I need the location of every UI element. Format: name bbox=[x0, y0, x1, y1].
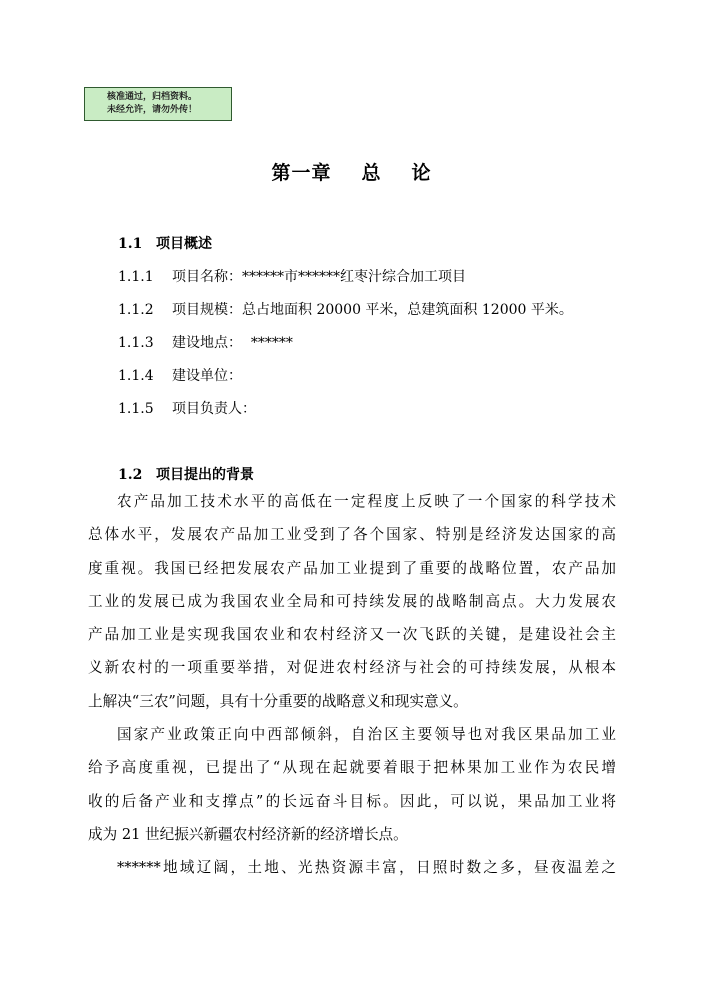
item-text: 项目规模：总占地面积 20000 平米，总建筑面积 12000 平米。 bbox=[172, 302, 573, 318]
item-text: 建设地点： ****** bbox=[172, 335, 293, 351]
paragraph-2 bbox=[88, 718, 616, 851]
paragraph-line: 总体水平，发展农产品加工业受到了各个国家、特别是经济发达国家的高 bbox=[88, 526, 616, 544]
section-heading-1-1 bbox=[118, 233, 212, 253]
paragraph-line: 给予高度重视，已提出了“从现在起就要着眼于把林果加工业作为农民增 bbox=[88, 759, 616, 777]
section-title: 项目提出的背景 bbox=[156, 467, 254, 483]
chapter-number: 第一章 bbox=[271, 162, 332, 184]
item-text: 项目名称：******市******红枣汁综合加工项目 bbox=[172, 269, 466, 285]
section-title: 项目概述 bbox=[156, 236, 212, 252]
paragraph-line: 上解决“三农”问题，具有十分重要的战略意义和现实意义。 bbox=[88, 692, 468, 710]
list-item bbox=[118, 365, 242, 385]
list-item bbox=[118, 299, 573, 319]
item-number: 1.1.3 bbox=[118, 335, 154, 351]
paragraph-3 bbox=[88, 851, 616, 884]
paragraph-line: 收的后备产业和支撑点”的长远奋斗目标。因此，可以说，果品加工业将 bbox=[88, 792, 616, 810]
stamp-line-1: 核准通过，归档资料。 bbox=[107, 92, 198, 102]
paragraph-line: ******地域辽阔，土地、光热资源丰富，日照时数之多，昼夜温差之 bbox=[117, 859, 616, 876]
chapter-title-part-2: 论 bbox=[411, 162, 432, 184]
paragraph-line: 工业的发展已成为我国农业全局和可持续发展的战略制高点。大力发展农 bbox=[88, 592, 616, 610]
item-number: 1.1.5 bbox=[118, 401, 154, 417]
item-text: 建设单位： bbox=[172, 368, 242, 384]
section-number: 1.2 bbox=[118, 467, 143, 483]
list-item bbox=[118, 266, 466, 286]
paragraph-line: 度重视。我国已经把发展农产品加工业提到了重要的战略位置，农产品加 bbox=[88, 559, 616, 577]
item-number: 1.1.2 bbox=[118, 302, 154, 318]
stamp-line-2: 未经允许，请勿外传！ bbox=[107, 105, 198, 115]
list-item bbox=[118, 332, 293, 352]
chapter-title-part-1: 总 bbox=[361, 162, 382, 184]
paragraph-line: 国家产业政策正向中西部倾斜，自治区主要领导也对我区果品加工业 bbox=[117, 726, 616, 743]
chapter-title bbox=[0, 158, 703, 185]
paragraph-line: 农产品加工技术水平的高低在一定程度上反映了一个国家的科学技术 bbox=[117, 493, 616, 510]
section-heading-1-2 bbox=[118, 464, 254, 484]
item-number: 1.1.4 bbox=[118, 368, 154, 384]
paragraph-line: 成为 21 世纪振兴新疆农村经济新的经济增长点。 bbox=[88, 825, 408, 843]
paragraph-1 bbox=[88, 485, 616, 718]
approval-stamp bbox=[84, 87, 232, 121]
paragraph-line: 产品加工业是实现我国农业和农村经济又一次飞跃的关键，是建设社会主 bbox=[88, 626, 616, 644]
item-text: 项目负责人： bbox=[172, 401, 256, 417]
item-number: 1.1.1 bbox=[118, 269, 154, 285]
list-item bbox=[118, 398, 256, 418]
section-number: 1.1 bbox=[118, 236, 143, 252]
paragraph-line: 义新农村的一项重要举措，对促进农村经济与社会的可持续发展，从根本 bbox=[88, 659, 616, 677]
